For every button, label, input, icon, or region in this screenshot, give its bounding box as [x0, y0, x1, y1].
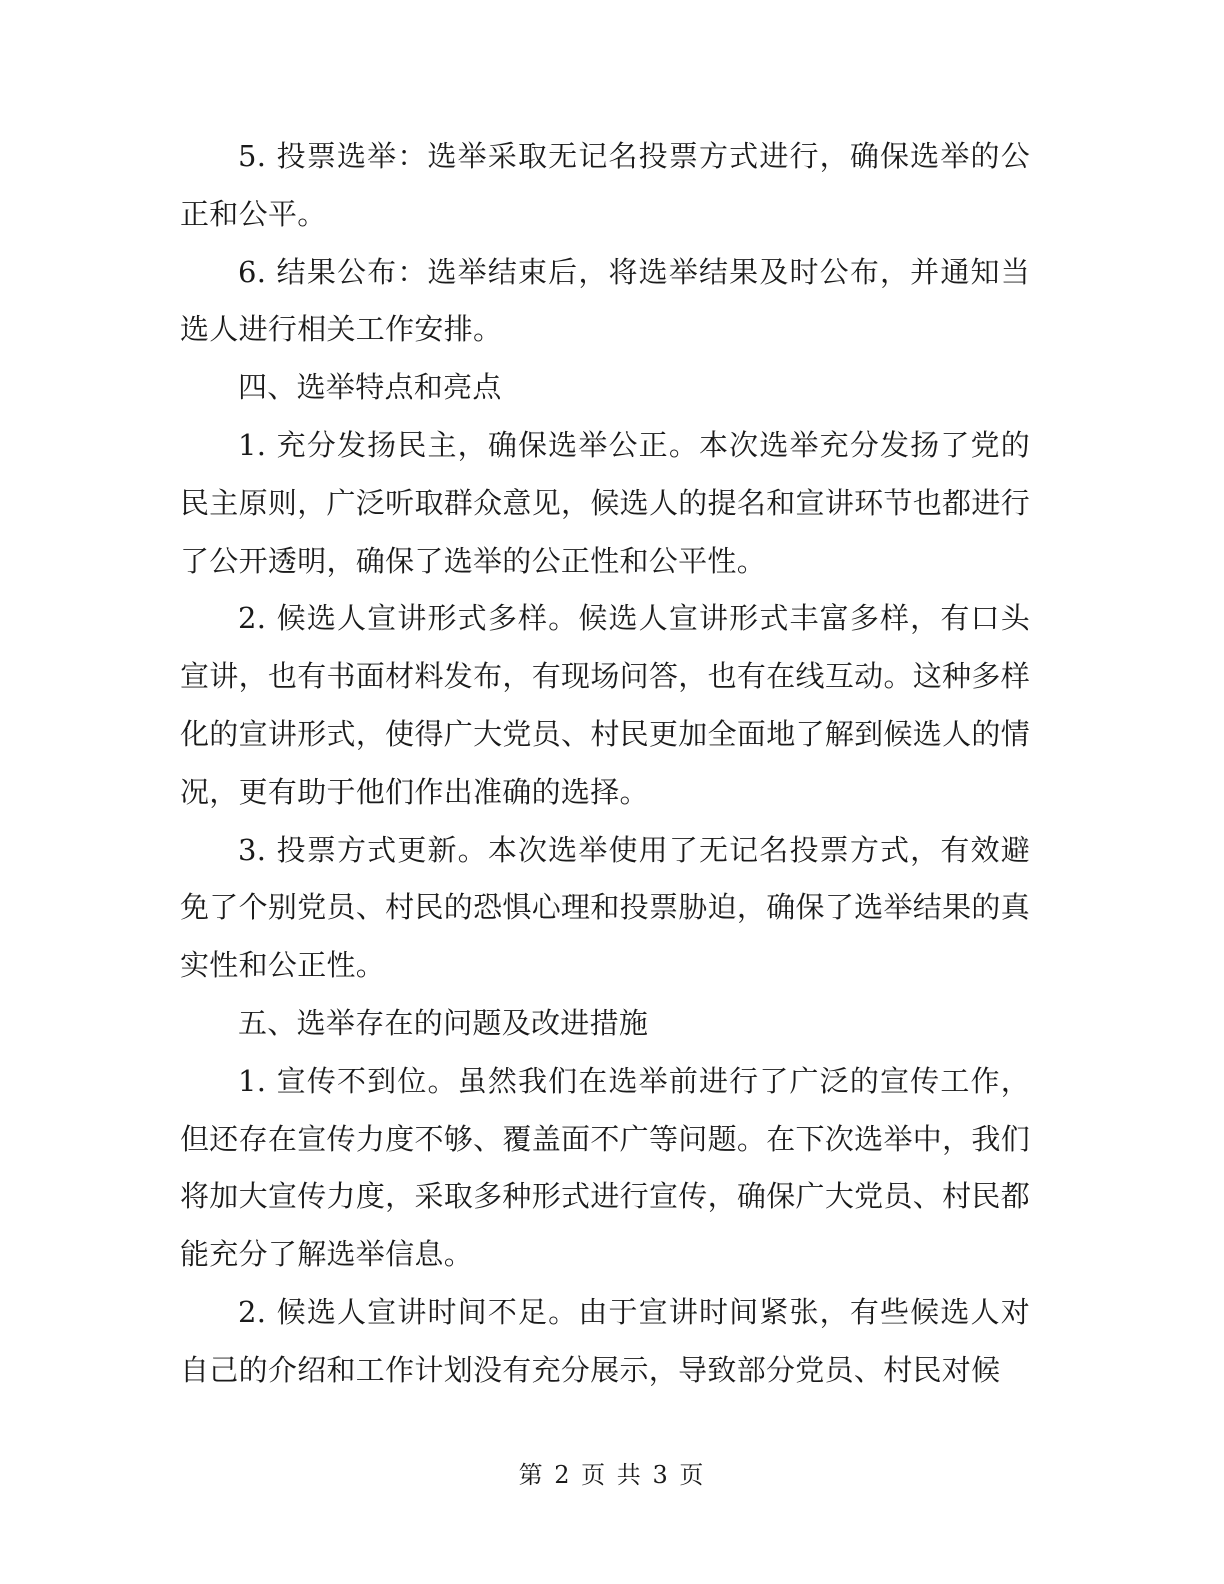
paragraph-item-6-results: 6. 结果公布：选举结束后，将选举结果及时公布，并通知当选人进行相关工作安排。	[180, 254, 1030, 347]
document-body	[180, 128, 1030, 1400]
section-heading-problems: 五、选举存在的问题及改进措施	[238, 1005, 649, 1040]
page-number-footer: 第 2 页 共 3 页	[518, 1461, 706, 1489]
paragraph-feature-1: 1. 充分发扬民主，确保选举公正。本次选举充分发扬了党的民主原则，广泛听取群众意见，候选人的提名和宣讲环节也都进行了公开透明，确保了选举的公正性和公平性。	[180, 427, 1030, 578]
paragraph-problem-1: 1. 宣传不到位。虽然我们在选举前进行了广泛的宣传工作，但还存在宣传力度不够、覆盖面不广等问题。在下次选举中，我们将加大宣传力度，采取多种形式进行宣传，确保广大党员、村民都能充分了解选举信息。	[180, 1063, 1030, 1272]
paragraph-problem-2: 2. 候选人宣讲时间不足。由于宣讲时间紧张，有些候选人对自己的介绍和工作计划没有充分展示，导致部分党员、村民对候	[180, 1294, 1030, 1387]
section-heading-features: 四、选举特点和亮点	[238, 370, 502, 405]
paragraph-feature-3: 3. 投票方式更新。本次选举使用了无记名投票方式，有效避免了个别党员、村民的恐惧心理和投票胁迫，确保了选举结果的真实性和公正性。	[180, 832, 1030, 983]
paragraph-feature-2: 2. 候选人宣讲形式多样。候选人宣讲形式丰富多样，有口头宣讲，也有书面材料发布，有现场问答，也有在线互动。这种多样化的宣讲形式，使得广大党员、村民更加全面地了解到候选人的情况，更有助于他们作出准确的选择。	[180, 601, 1030, 809]
paragraph-item-5-voting: 5. 投票选举：选举采取无记名投票方式进行，确保选举的公正和公平。	[180, 139, 1030, 231]
